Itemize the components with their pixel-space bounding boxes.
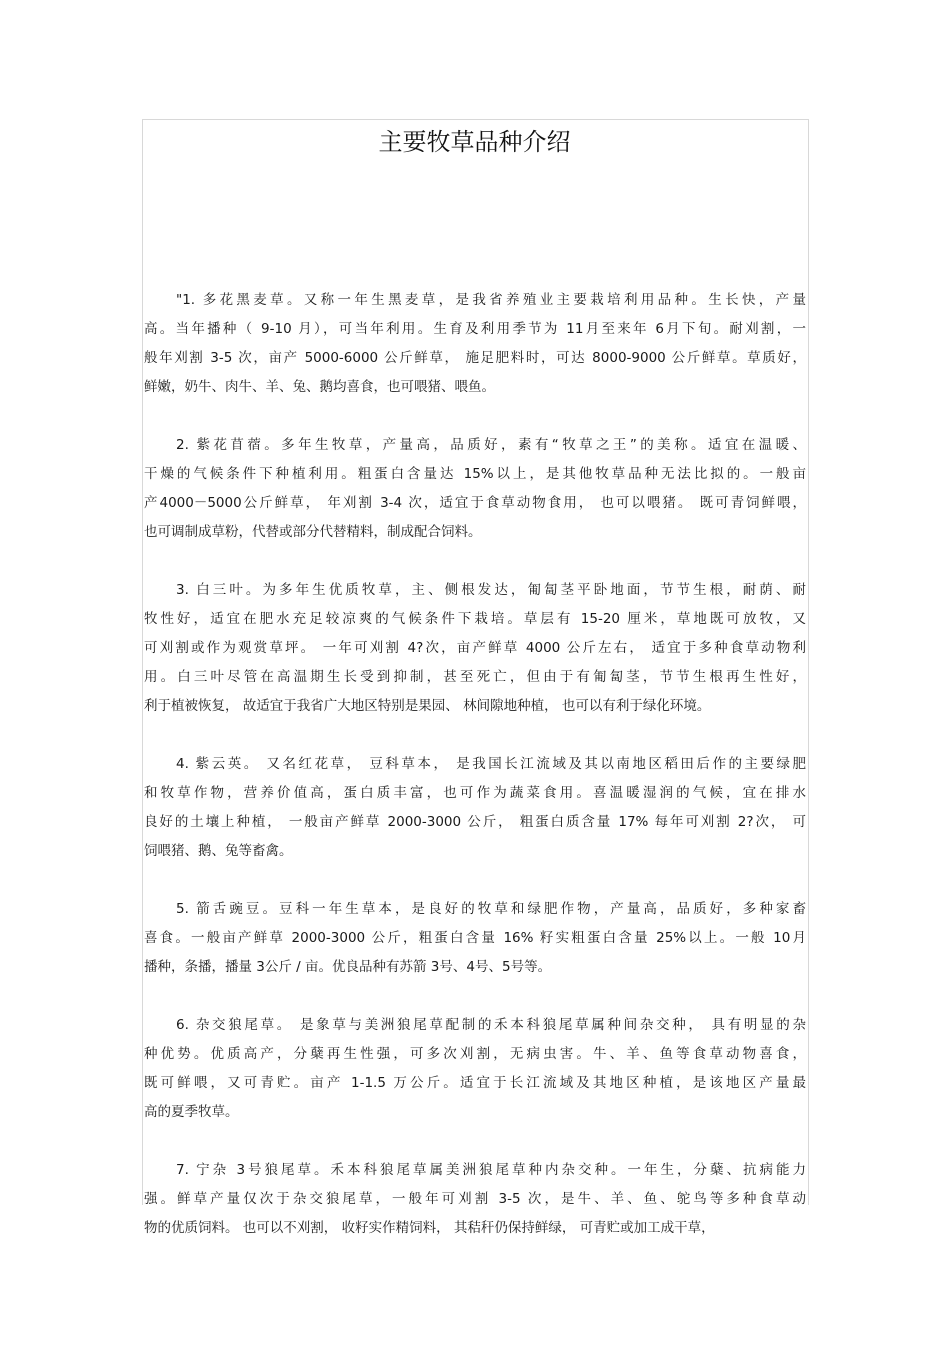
document-title: 主要牧草品种介绍 — [378, 128, 571, 156]
paragraph-line: 高。当年播种（ 9-10 月），可当年利用。生育及利用季节为 11月至来年 6月下旬。耐刈割，一 — [144, 321, 806, 337]
paragraph-line: 6. 杂交狼尾草。 是象草与美洲狼尾草配制的禾本科狼尾草属种间杂交种， 具有明显的杂 — [176, 1017, 806, 1033]
paragraph-line: 利于植被恢复， 故适宜于我省广大地区特别是果园、 林间隙地种植， 也可以有利于绿化环境。 — [144, 698, 711, 714]
paragraph-line: 4. 紫云英。 又名红花草， 豆科草本， 是我国长江流域及其以南地区稻田后作的主要绿肥 — [176, 756, 806, 772]
paragraph-line: 5. 箭舌豌豆。豆科一年生草本，是良好的牧草和绿肥作物，产量高，品质好，多种家畜 — [176, 901, 806, 917]
paragraph-line: 牧性好，适宜在肥水充足较凉爽的气候条件下栽培。草层有 15-20 厘米，草地既可放牧，又 — [144, 611, 806, 627]
paragraph-line: 干燥的气候条件下种植利用。粗蛋白含量达 15%以上，是其他牧草品种无法比拟的。一般亩 — [144, 466, 806, 482]
paragraph-line: 良好的土壤上种植， 一般亩产鲜草 2000-3000 公斤， 粗蛋白质含量 17% 每年可刈割 2?次， 可 — [144, 814, 806, 830]
paragraph — [144, 286, 806, 402]
document-body — [144, 286, 806, 1272]
paragraph — [144, 431, 806, 547]
paragraph-line: "1. 多花黑麦草。又称一年生黑麦草，是我省养殖业主要栽培利用品种。生长快，产量 — [176, 292, 806, 308]
paragraph-line: 和牧草作物，营养价值高，蛋白质丰富，也可作为蔬菜食用。喜温暖湿润的气候，宜在排水 — [144, 785, 806, 801]
paragraph-line: 物的优质饲料。 也可以不刈割， 收籽实作精饲料， 其秸秆仍保持鲜绿， 可青贮或加工成干草， — [144, 1220, 715, 1236]
paragraph-line: 饲喂猪、鹅、兔等畜禽。 — [144, 843, 293, 859]
paragraph — [144, 750, 806, 866]
paragraph-line: 播种，条播，播量 3公斤 / 亩。优良品种有苏箭 3号、4号、5号等。 — [144, 959, 552, 975]
paragraph-line: 高的夏季牧草。 — [144, 1104, 239, 1120]
paragraph — [144, 576, 806, 721]
paragraph — [144, 1011, 806, 1127]
paragraph-line: 2. 紫花苜蓿。多年生牧草，产量高，品质好，素有“牧草之王”的美称。适宜在温暖、 — [176, 437, 806, 453]
paragraph-line: 既可鲜喂，又可青贮。亩产 1-1.5 万公斤。适宜于长江流域及其地区种植，是该地区产量最 — [144, 1075, 806, 1091]
paragraph-line: 也可调制成草粉，代替或部分代替精料，制成配合饲料。 — [144, 524, 482, 540]
paragraph-line: 喜食。一般亩产鲜草 2000-3000 公斤，粗蛋白含量 16% 籽实粗蛋白含量 25%以上。一般 10月 — [144, 930, 806, 946]
paragraph — [144, 895, 806, 982]
paragraph-line: 可刈割或作为观赏草坪。 一年可刈割 4?次，亩产鲜草 4000 公斤左右， 适宜于多种食草动物利 — [144, 640, 806, 656]
paragraph-line: 鲜嫩，奶牛、肉牛、羊、兔、鹅均喜食，也可喂猪、喂鱼。 — [144, 379, 495, 395]
paragraph-line: 产4000－5000公斤鲜草， 年刈割 3-4 次，适宜于食草动物食用， 也可以喂猪。 既可青饲鲜喂， — [144, 495, 806, 511]
paragraph-line: 般年刈割 3-5 次，亩产 5000-6000 公斤鲜草， 施足肥料时，可达 8000-9000 公斤鲜草。草质好， — [144, 350, 806, 366]
paragraph-line: 3. 白三叶。为多年生优质牧草，主、侧根发达，匍匐茎平卧地面，节节生根，耐荫、耐 — [176, 582, 806, 598]
paragraph-line: 强。鲜草产量仅次于杂交狼尾草，一般年可刈割 3-5 次，是牛、羊、鱼、鸵鸟等多种食草动 — [144, 1191, 806, 1207]
paragraph — [144, 1156, 806, 1243]
paragraph-line: 7. 宁杂 3号狼尾草。禾本科狼尾草属美洲狼尾草种内杂交种。一年生，分蘖、抗病能力 — [176, 1162, 806, 1178]
paragraph-line: 用。白三叶尽管在高温期生长受到抑制，甚至死亡，但由于有匍匐茎，节节生根再生性好， — [144, 669, 806, 685]
paragraph-line: 种优势。优质高产，分蘖再生性强，可多次刈割，无病虫害。牛、羊、鱼等食草动物喜食， — [144, 1046, 806, 1062]
